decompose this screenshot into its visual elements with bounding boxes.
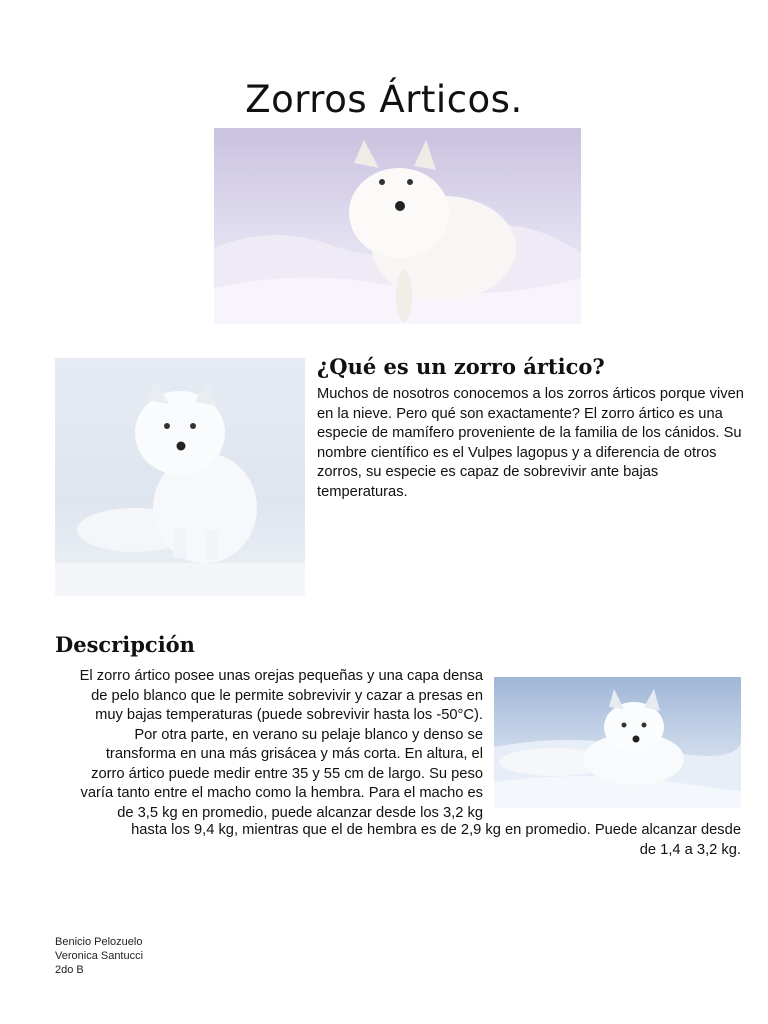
arctic-fox-standing-image	[214, 128, 581, 324]
description-line: El zorro ártico posee unas orejas pequeñas y una capa densa	[79, 668, 483, 684]
description-line: hasta los 9,4 kg, mientras que el de hembra es de 2,9 kg en promedio. Puede alcanzar desde	[131, 822, 741, 838]
description-line: de pelo blanco que le permite sobrevivir y cazar a presas en	[91, 687, 483, 704]
section-heading-que-es: ¿Qué es un zorro ártico?	[317, 354, 605, 379]
arctic-fox-sitting-image	[55, 358, 305, 596]
description-line: Por otra parte, en verano su pelaje blanco y denso se	[134, 726, 483, 743]
footer-class: 2do B	[55, 964, 84, 976]
footer-author-1: Benicio Pelozuelo	[55, 936, 143, 948]
description-line: varía tanto entre el macho como la hembra. Para el macho es	[80, 785, 483, 801]
description-line: muy bajas temperaturas (puede sobrevivir hasta los -50°C).	[95, 707, 483, 723]
description-line: de 1,4 a 3,2 kg.	[639, 841, 741, 858]
description-line: zorro ártico puede medir entre 35 y 55 cm de largo. Su peso	[91, 765, 483, 782]
page-title: Zorros Árticos.	[245, 78, 523, 121]
footer-author-2: Veronica Santucci	[55, 950, 144, 962]
description-line: de 3,5 kg en promedio, puede alcanzar desde los 3,2 kg	[117, 804, 483, 821]
arctic-fox-lying-image	[494, 677, 741, 808]
section-heading-descripcion: Descripción	[55, 632, 195, 657]
description-line: transforma en una más grisácea y más corta. En altura, el	[105, 746, 483, 762]
section-text-que-es: Muchos de nosotros conocemos a los zorros árticos porque viven en la nieve. Pero qué son exactamente? El zorro ártico es una especie de mamífero proveniente de la familia de los cánidos. Su nombre científico es el Vulpes lagopus y a diferencia de otros zorros, su especie es capaz de sobrevivir ante bajas temperaturas.	[317, 386, 744, 500]
